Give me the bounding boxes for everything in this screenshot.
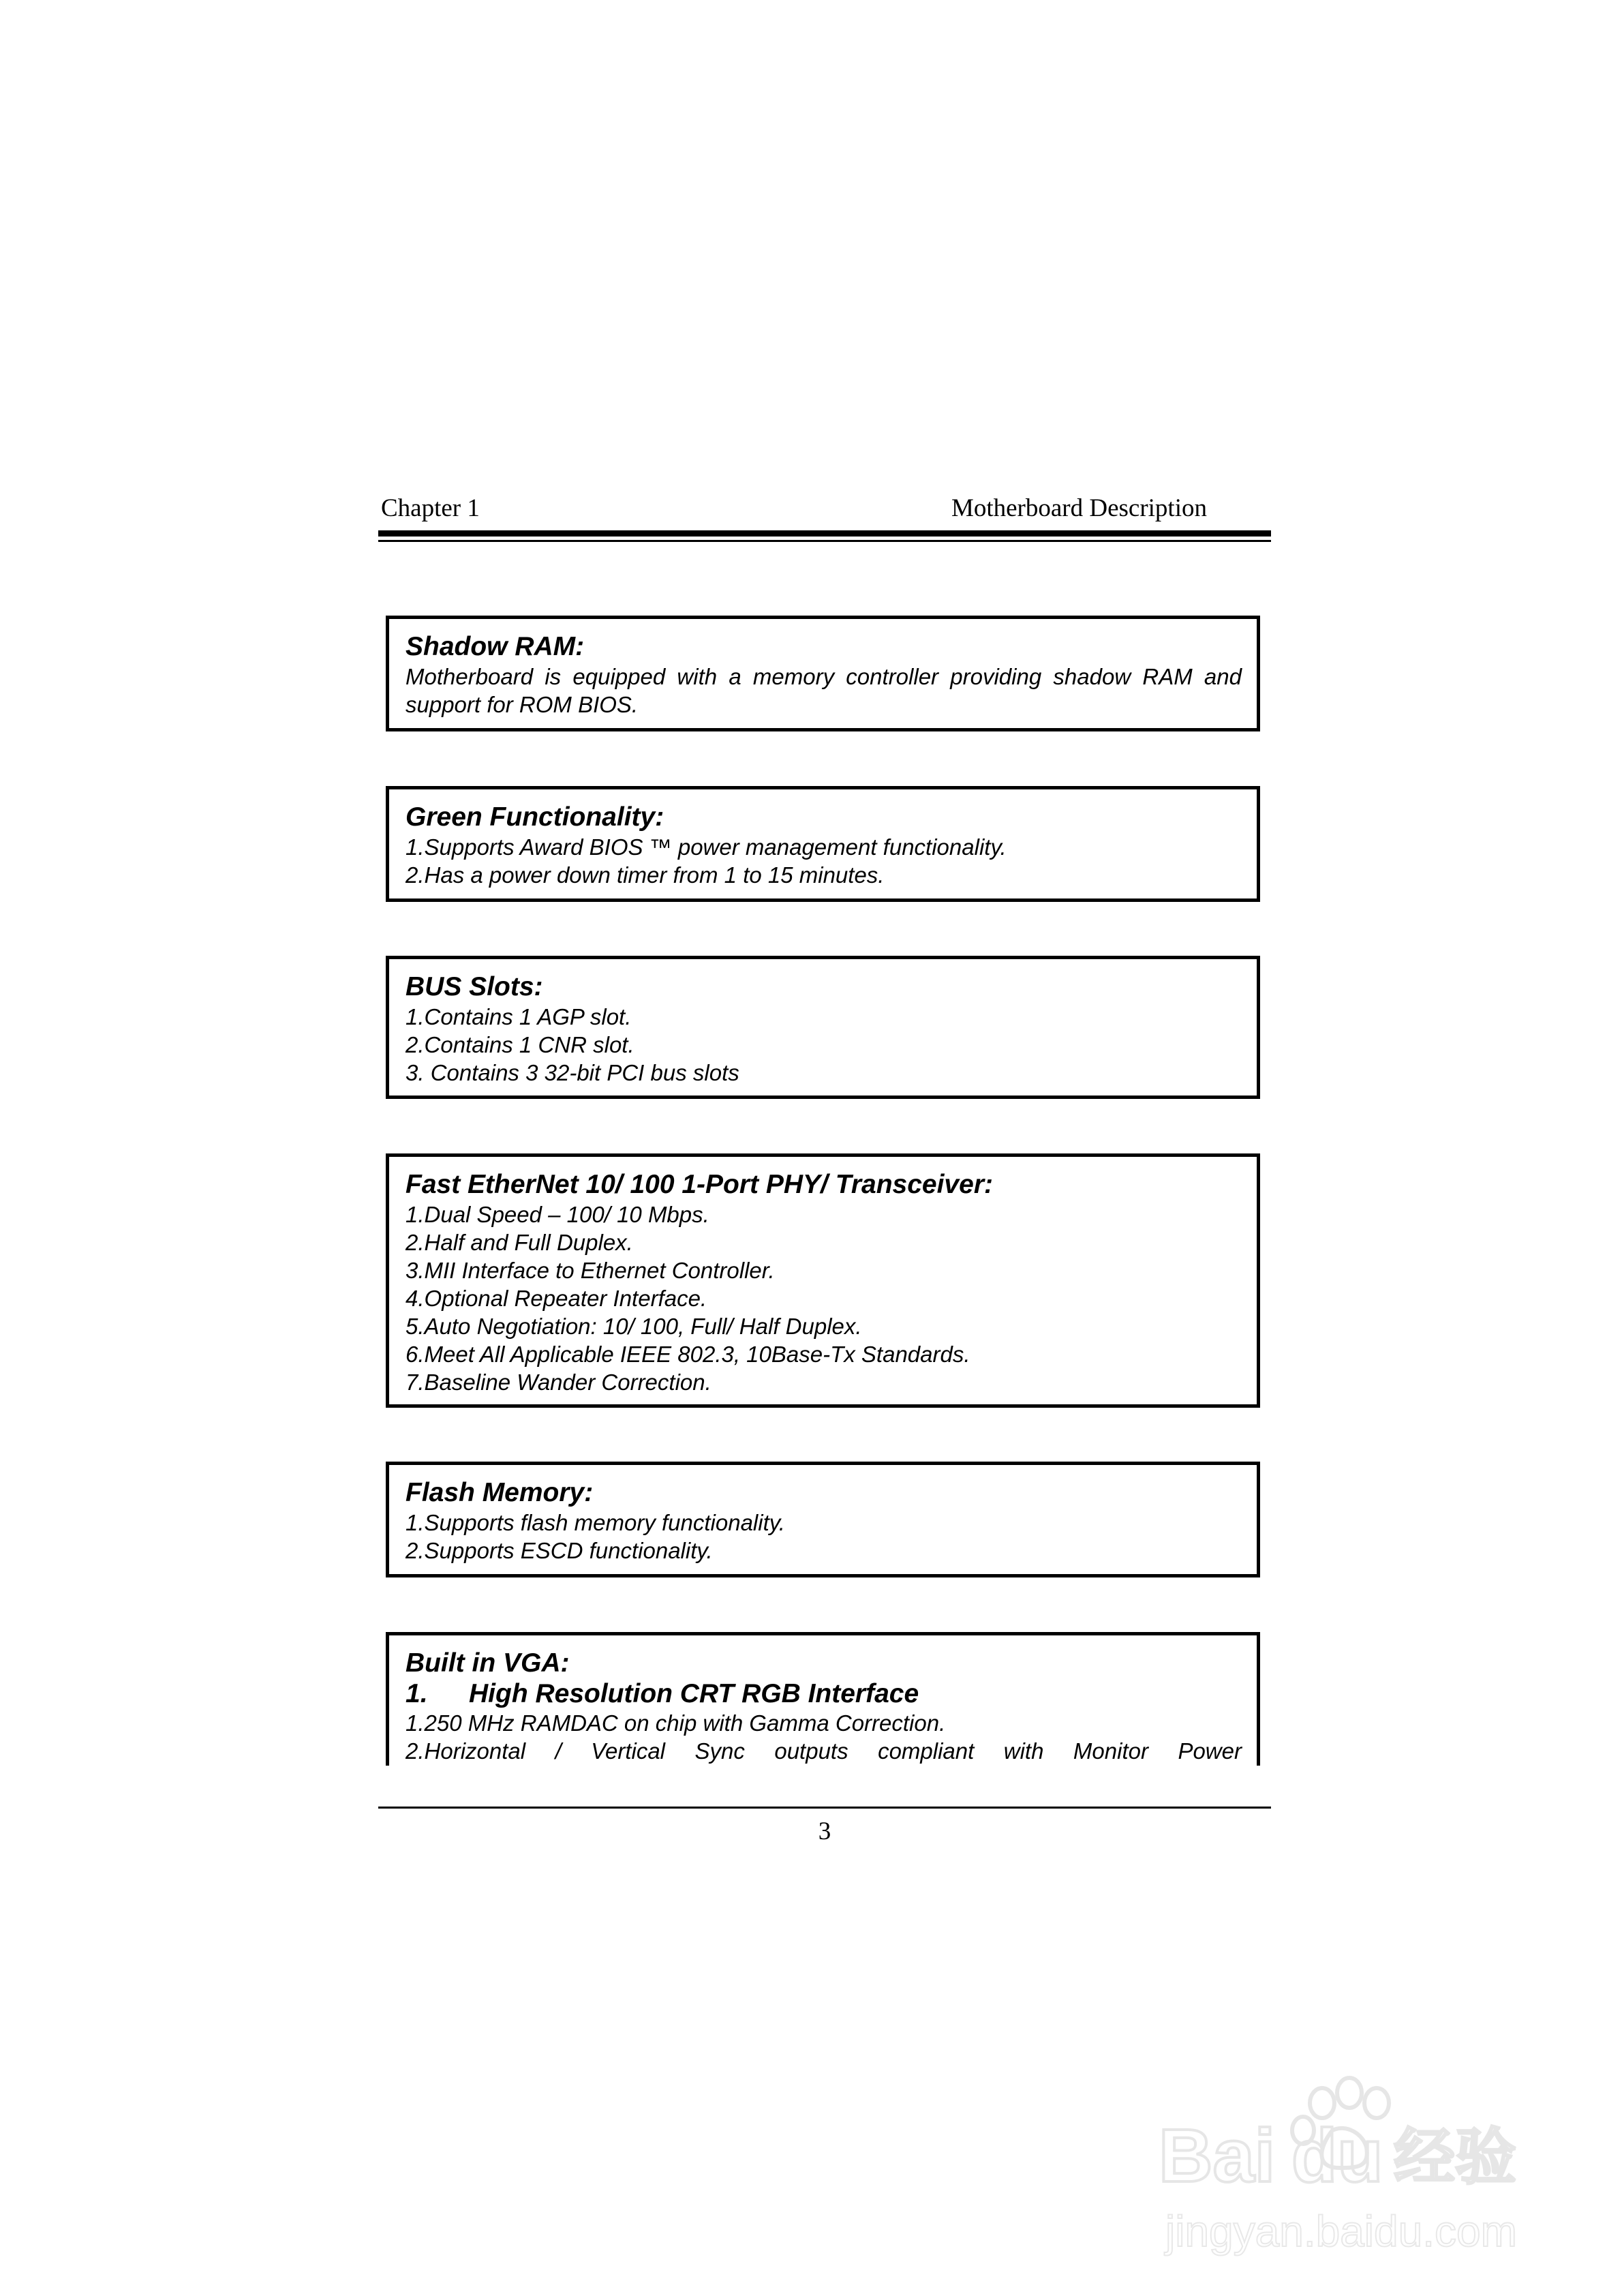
section-flash-memory (386, 1462, 1260, 1577)
chapter-label: Chapter 1 (381, 494, 480, 522)
watermark-brand-text: Bai (1159, 2114, 1276, 2198)
section-fast-ethernet (386, 1153, 1260, 1408)
section-line: 1.250 MHz RAMDAC on chip with Gamma Correction. (406, 1710, 946, 1736)
section-line: 7.Baseline Wander Correction. (406, 1370, 711, 1395)
section-line: 2.Has a power down timer from 1 to 15 minutes. (406, 862, 885, 888)
word: compliant (878, 1738, 975, 1764)
section-bus-slots (386, 956, 1260, 1099)
watermark-cn-text: 经验 (1394, 2121, 1516, 2193)
page-header (378, 491, 1271, 521)
section-subheading (406, 1679, 1242, 1709)
chapter-title: Motherboard Description (951, 494, 1207, 522)
section-line: 1.Supports Award BIOS ™ power management functionality. (406, 834, 1007, 860)
section-title: BUS Slots: (406, 972, 543, 1001)
header-rule-thin (378, 540, 1271, 542)
section-line: Motherboard is equipped with a memory controller providing shadow RAM and support for ROM BIOS. (406, 664, 1242, 717)
section-line: 1.Contains 1 AGP slot. (406, 1004, 632, 1029)
subheading-text: High Resolution CRT RGB Interface (469, 1679, 919, 1708)
subheading-number: 1. (406, 1679, 428, 1708)
word: Sync (694, 1738, 745, 1764)
section-line: 2.Contains 1 CNR slot. (406, 1032, 634, 1057)
header-rule-thick (378, 530, 1271, 537)
section-line: 5.Auto Negotiation: 10/ 100, Full/ Half Duplex. (406, 1314, 862, 1339)
section-title: Fast EtherNet 10/ 100 1-Port PHY/ Transceiver: (406, 1170, 993, 1199)
watermark-url-text: jingyan.baidu.com (1165, 2207, 1517, 2256)
section-line: 2.Half and Full Duplex. (406, 1230, 633, 1255)
section-line: 1.Supports flash memory functionality. (406, 1510, 785, 1535)
word: Power (1178, 1738, 1242, 1764)
section-line: 3.MII Interface to Ethernet Controller. (406, 1258, 775, 1283)
footer-rule (378, 1807, 1271, 1809)
word: Monitor (1073, 1738, 1148, 1764)
section-green-functionality (386, 786, 1260, 902)
word: Vertical (591, 1738, 666, 1764)
section-line-cut (406, 1737, 1242, 1765)
section-line: 6.Meet All Applicable IEEE 802.3, 10Base-Tx Standards. (406, 1342, 970, 1367)
section-line: 2.Supports ESCD functionality. (406, 1538, 713, 1563)
section-line: 4.Optional Repeater Interface. (406, 1286, 707, 1311)
section-title: Shadow RAM: (406, 632, 585, 661)
word: outputs (774, 1738, 848, 1764)
section-title: Green Functionality: (406, 802, 664, 832)
section-built-in-vga (386, 1632, 1260, 1766)
section-shadow-ram (386, 616, 1260, 731)
section-line: 1.Dual Speed – 100/ 10 Mbps. (406, 1202, 709, 1227)
word: / (555, 1738, 562, 1764)
section-line: 3. Contains 3 32-bit PCI bus slots (406, 1060, 739, 1085)
section-title: Flash Memory: (406, 1478, 594, 1507)
svg-text:du: du (1291, 2114, 1383, 2198)
word: with (1003, 1738, 1044, 1764)
page-number: 3 (818, 1817, 831, 1845)
word: 2.Horizontal (406, 1738, 526, 1764)
baidu-watermark-logo (1152, 2066, 1533, 2270)
section-title: Built in VGA: (406, 1648, 570, 1678)
